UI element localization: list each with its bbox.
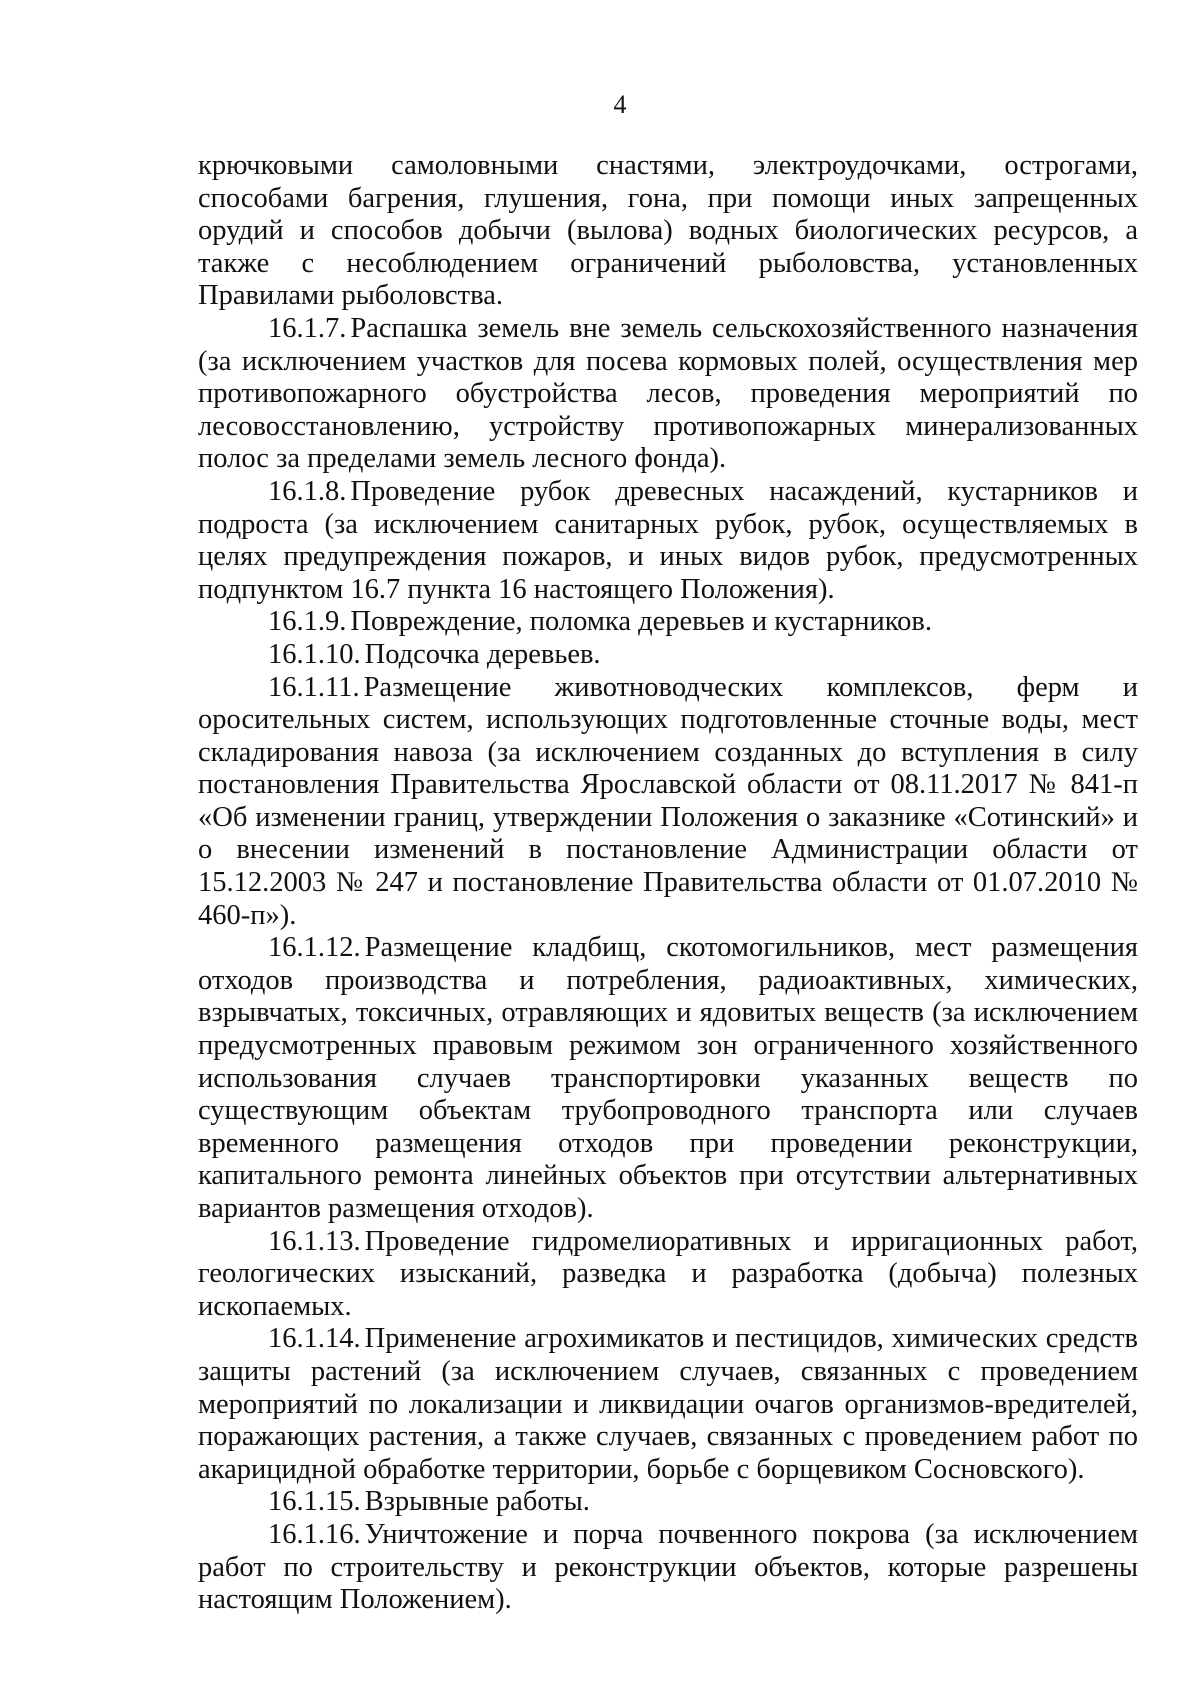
- paragraph-text: Применение агрохимикатов и пестицидов, химических средств защиты растений (за исключением случаев, связанных с проведением мероприятий по локализации и ликвидации очагов организмов-вредителей, поражающих растения, а также случаев, связанных с проведением работ по акарицидной обработке территории, борьбе с борщевиком Сосновского).: [198, 1323, 1138, 1485]
- paragraph-16-1-15: [198, 1486, 1138, 1519]
- clause-number: 16.1.16.: [268, 1518, 361, 1550]
- page-number: 4: [613, 90, 627, 119]
- paragraph-16-1-16: [198, 1519, 1138, 1617]
- paragraph-16-1-13: [198, 1226, 1138, 1324]
- clause-number: 16.1.13.: [268, 1225, 361, 1257]
- paragraph-text: Повреждение, поломка деревьев и кустарников.: [350, 606, 932, 638]
- paragraph-text: Взрывные работы.: [364, 1486, 590, 1518]
- clause-number: 16.1.11.: [268, 671, 360, 703]
- paragraph-text: Размещение кладбищ, скотомогильников, мест размещения отходов производства и потребления, радиоактивных, химических, взрывчатых, токсичных, отравляющих и ядовитых веществ (за исключением предусмотренных правовым режимом зон ограниченного хозяйственного использования случаев транспортировки указанных веществ по существующим объектам трубопроводного транспорта или случаев временного размещения отходов при проведении реконструкции, капитального ремонта линейных объектов при отсутствии альтернативных вариантов размещения отходов).: [198, 932, 1138, 1224]
- clause-number: 16.1.9.: [268, 606, 347, 638]
- clause-number: 16.1.14.: [268, 1323, 361, 1355]
- paragraph-text: Распашка земель вне земель сельскохозяйственного назначения (за исключением участков для посева кормовых полей, осуществления мер противопожарного обустройства лесов, проведения мероприятий по лесовосстановлению, устройству противопожарных минерализованных полос за пределами земель лесного фонда).: [198, 312, 1138, 475]
- clause-number: 16.1.7.: [268, 312, 347, 344]
- paragraph-text: Подсочка деревьев.: [364, 638, 601, 670]
- clause-number: 16.1.15.: [268, 1486, 361, 1518]
- paragraph-16-1-12: [198, 932, 1138, 1225]
- paragraph-16-1-10: [198, 639, 1138, 672]
- paragraph-16-1-7: [198, 313, 1138, 476]
- document-body: [198, 150, 1138, 1617]
- paragraph-text: Уничтожение и порча почвенного покрова (за исключением работ по строительству и реконструкции объектов, которые разрешены настоящим Положением).: [198, 1518, 1138, 1616]
- clause-number: 16.1.8.: [268, 475, 347, 507]
- paragraph-16-1-11: [198, 672, 1138, 933]
- paragraph-16-1-8: [198, 476, 1138, 606]
- clause-number: 16.1.12.: [268, 932, 361, 964]
- paragraph-text: Проведение рубок древесных насаждений, кустарников и подроста (за исключением санитарных рубок, рубок, осуществляемых в целях предупреждения пожаров, и иных видов рубок, предусмотренных подпунктом 16.7 пункта 16 настоящего Положения).: [198, 475, 1138, 605]
- paragraph-16-1-14: [198, 1323, 1138, 1486]
- clause-number: 16.1.10.: [268, 638, 361, 670]
- paragraph-text: Проведение гидромелиоративных и ирригационных работ, геологических изысканий, разведка и разработка (добыча) полезных ископаемых.: [198, 1225, 1138, 1322]
- paragraph-text: крючковыми самоловными снастями, электроудочками, острогами, способами багрения, глушения, гона, при помощи иных запрещенных орудий и способов добычи (вылова) водных биологических ресурсов, а также с несоблюдением ограничений рыболовства, установленных Правилами рыболовства.: [198, 150, 1138, 312]
- paragraph-continuation: [198, 150, 1138, 313]
- paragraph-16-1-9: [198, 606, 1138, 639]
- paragraph-text: Размещение животноводческих комплексов, ферм и оросительных систем, использующих подготовленные сточные воды, мест складирования навоза (за исключением созданных до вступления в силу постановления Правительства Ярославской области от 08.11.2017 № 841-п «Об изменении границ, утверждении Положения о заказнике «Сотинский» и о внесении изменений в постановление Администрации области от 15.12.2003 № 247 и постановление Правительства области от 01.07.2010 № 460-п»).: [198, 671, 1138, 931]
